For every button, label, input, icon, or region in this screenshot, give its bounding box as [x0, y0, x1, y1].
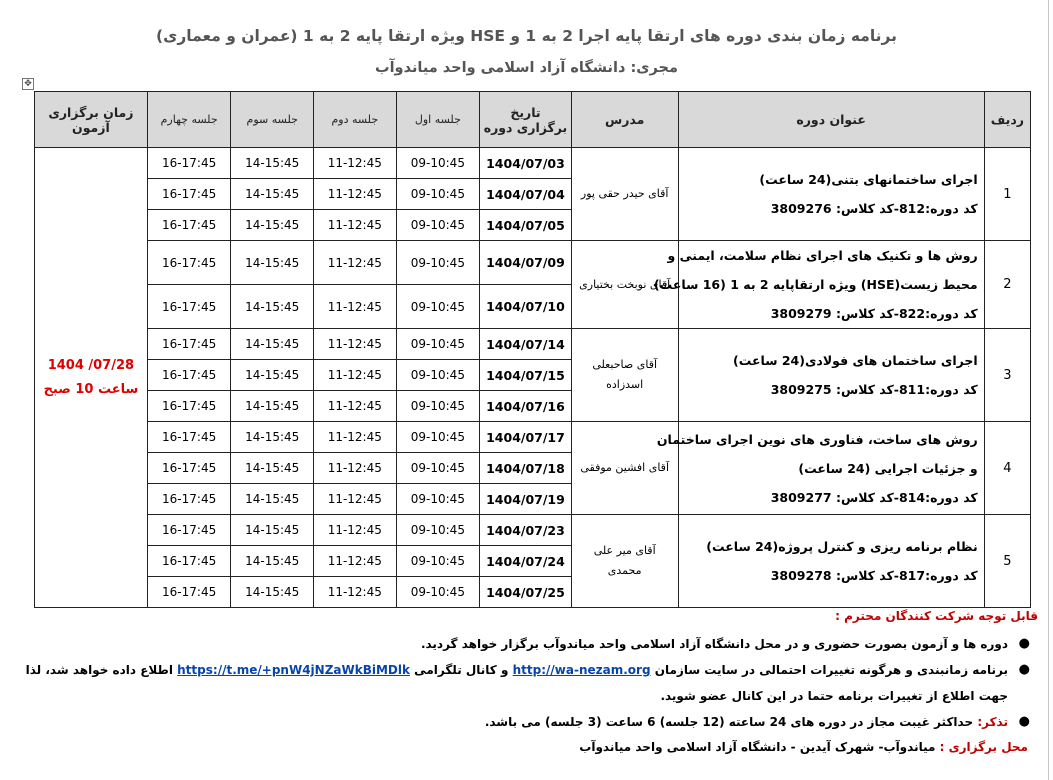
schedule-table	[34, 91, 1031, 608]
course-title	[656, 422, 984, 515]
notes-heading: قابل توجه شرکت کنندگان محترم :	[835, 609, 1038, 623]
page-edge	[1048, 0, 1049, 780]
session-time-s4: 16-17:45	[147, 285, 231, 329]
session-time-s3: 14-15:45	[231, 546, 314, 577]
course-title-line: کد دوره:811-کد کلاس: 3809275	[770, 382, 978, 397]
session-time-s2: 11-12:45	[314, 484, 397, 515]
session-time-s2: 11-12:45	[314, 453, 397, 484]
session-time-s1: 09-10:45	[396, 515, 480, 546]
teacher-name-line: محمدی	[607, 564, 642, 577]
course-title	[678, 329, 984, 422]
exam-cell	[35, 148, 148, 608]
session-time-s4: 16-17:45	[147, 210, 231, 241]
session-date: 1404/07/15	[480, 360, 572, 391]
teacher-name	[571, 329, 678, 422]
session-time-s4: 16-17:45	[147, 391, 231, 422]
course-title-line: اجرای ساختمان های فولادی(24 ساعت)	[733, 353, 978, 368]
session-time-s3: 14-15:45	[231, 391, 314, 422]
session-time-s4: 16-17:45	[147, 577, 231, 608]
session-time-s4: 16-17:45	[147, 453, 231, 484]
row-number: 4	[984, 422, 1030, 515]
table-row	[35, 329, 1031, 360]
session-time-s2: 11-12:45	[314, 148, 397, 179]
teacher-name-line: آقای حیدر حقی پور	[580, 187, 669, 200]
session-time-s3: 14-15:45	[231, 241, 314, 285]
notes-list	[20, 631, 1038, 735]
session-date: 1404/07/14	[480, 329, 572, 360]
table-row	[35, 148, 1031, 179]
header-session-1: جلسه اول	[396, 92, 480, 148]
table-header-row	[35, 92, 1031, 148]
note-text: حداکثر غیبت مجاز در دوره های 24 ساعته (12 جلسه) 6 ساعت (3 جلسه) می باشد.	[484, 715, 974, 729]
session-time-s1: 09-10:45	[396, 148, 480, 179]
session-time-s1: 09-10:45	[396, 391, 480, 422]
session-time-s4: 16-17:45	[147, 360, 231, 391]
session-time-s4: 16-17:45	[147, 241, 231, 285]
session-date: 1404/07/25	[480, 577, 572, 608]
row-number: 3	[984, 329, 1030, 422]
header-date: تاریخ برگزاری دوره	[480, 92, 572, 148]
session-time-s3: 14-15:45	[231, 484, 314, 515]
note-item	[20, 631, 1030, 657]
table-row	[35, 422, 1031, 453]
session-time-s2: 11-12:45	[314, 241, 397, 285]
teacher-name	[571, 515, 678, 608]
session-time-s2: 11-12:45	[314, 285, 397, 329]
session-date: 1404/07/16	[480, 391, 572, 422]
course-title	[678, 515, 984, 608]
venue-label: محل برگزاری :	[939, 740, 1028, 754]
session-time-s4: 16-17:45	[147, 329, 231, 360]
session-time-s2: 11-12:45	[314, 546, 397, 577]
bullet-icon: ●	[1018, 662, 1030, 677]
course-title-line: محیط زیست(HSE) ویژه ارتقاپایه 2 به 1 (16 ساعت)	[653, 277, 978, 292]
header-session-3: جلسه سوم	[231, 92, 314, 148]
session-time-s1: 09-10:45	[396, 210, 480, 241]
session-date: 1404/07/17	[480, 422, 572, 453]
session-time-s1: 09-10:45	[396, 360, 480, 391]
note-text: برنامه زمانبندی و هرگونه تغییرات احتمالی در سایت سازمان	[654, 663, 1008, 677]
session-date: 1404/07/23	[480, 515, 572, 546]
exam-date: 1404 /07/28	[47, 357, 135, 373]
session-time-s3: 14-15:45	[231, 422, 314, 453]
session-date: 1404/07/24	[480, 546, 572, 577]
note-item	[20, 657, 1030, 709]
bullet-icon: ●	[1018, 636, 1030, 651]
session-time-s3: 14-15:45	[231, 453, 314, 484]
session-time-s3: 14-15:45	[231, 179, 314, 210]
venue-text: میاندوآب- شهرک آیدین - دانشگاه آزاد اسلامی واحد میاندوآب	[579, 740, 936, 754]
session-time-s1: 09-10:45	[396, 329, 480, 360]
course-title-line: روش ها و تکنیک های اجرای نظام سلامت، ایمنی و	[667, 248, 978, 263]
session-time-s3: 14-15:45	[231, 329, 314, 360]
session-time-s3: 14-15:45	[231, 515, 314, 546]
course-title-line: کد دوره:812-کد کلاس: 3809276	[770, 201, 978, 216]
note-text: جهت اطلاع از تغییرات برنامه حتما در این کانال عضو شوید.	[660, 689, 1008, 703]
note-item	[20, 709, 1030, 735]
row-number: 2	[984, 241, 1030, 329]
session-time-s1: 09-10:45	[396, 577, 480, 608]
session-time-s1: 09-10:45	[396, 179, 480, 210]
teacher-name-line: آقای افشین موفقی	[580, 461, 669, 474]
table-move-handle-icon[interactable]: ✥	[22, 78, 34, 90]
course-title	[678, 148, 984, 241]
header-course-title: عنوان دوره	[678, 92, 984, 148]
session-time-s3: 14-15:45	[231, 148, 314, 179]
session-time-s4: 16-17:45	[147, 179, 231, 210]
session-time-s2: 11-12:45	[314, 515, 397, 546]
organizer-line: مجری: دانشگاه آزاد اسلامی واحد میاندوآب	[375, 60, 678, 76]
bullet-icon: ●	[1018, 714, 1030, 729]
session-time-s4: 16-17:45	[147, 515, 231, 546]
teacher-name-line: آقای نوبخت بختیاری	[579, 277, 671, 291]
session-time-s3: 14-15:45	[231, 360, 314, 391]
session-time-s4: 16-17:45	[147, 148, 231, 179]
course-title-line: و جزئیات اجرایی (24 ساعت)	[798, 460, 978, 476]
session-time-s2: 11-12:45	[314, 360, 397, 391]
session-date: 1404/07/03	[480, 148, 572, 179]
session-time-s1: 09-10:45	[396, 453, 480, 484]
session-date: 1404/07/09	[480, 241, 572, 285]
teacher-name-line: آقای صاحبعلی	[592, 358, 658, 371]
course-title-line: روش های ساخت، فناوری های نوین اجرای ساختمان	[656, 431, 978, 447]
notes-section	[20, 609, 1038, 760]
session-time-s1: 09-10:45	[396, 484, 480, 515]
session-time-s4: 16-17:45	[147, 546, 231, 577]
session-time-s4: 16-17:45	[147, 484, 231, 515]
teacher-name	[571, 241, 678, 329]
course-title	[653, 241, 984, 329]
teacher-name-line: اسدزاده	[606, 378, 644, 391]
website-link[interactable]: http://wa-nezam.org	[512, 663, 651, 677]
course-title-line: کد دوره:822-کد کلاس: 3809279	[770, 306, 978, 321]
session-time-s3: 14-15:45	[231, 577, 314, 608]
course-title-line: اجرای ساختمانهای بتنی(24 ساعت)	[759, 172, 978, 187]
session-time-s3: 14-15:45	[231, 285, 314, 329]
session-time-s2: 11-12:45	[314, 329, 397, 360]
exam-time: ساعت 10 صبح	[43, 381, 139, 397]
page-title: برنامه زمان بندی دوره های ارتقا پایه اجرا 2 به 1 و HSE ویژه ارتقا پایه 2 به 1 (عمران و معماری)	[156, 27, 897, 45]
note-text: اطلاع داده خواهد شد، لذا	[25, 663, 173, 677]
course-title-line: نظام برنامه ریزی و کنترل پروژه(24 ساعت)	[706, 539, 978, 554]
venue-line	[20, 734, 1038, 760]
session-time-s2: 11-12:45	[314, 577, 397, 608]
header-session-4: جلسه چهارم	[147, 92, 231, 148]
note-text: و کانال تلگرامی	[414, 663, 509, 677]
header-teacher: مدرس	[571, 92, 678, 148]
row-number: 1	[984, 148, 1030, 241]
session-date: 1404/07/05	[480, 210, 572, 241]
session-date: 1404/07/04	[480, 179, 572, 210]
header-row-number: ردیف	[984, 92, 1030, 148]
teacher-name-line: آقای میر علی	[593, 544, 656, 557]
header-session-2: جلسه دوم	[314, 92, 397, 148]
session-time-s2: 11-12:45	[314, 179, 397, 210]
note-label: تذکر:	[977, 715, 1008, 729]
session-time-s1: 09-10:45	[396, 285, 480, 329]
session-time-s1: 09-10:45	[396, 241, 480, 285]
session-time-s2: 11-12:45	[314, 391, 397, 422]
session-time-s3: 14-15:45	[231, 210, 314, 241]
session-time-s2: 11-12:45	[314, 422, 397, 453]
note-text: دوره ها و آزمون بصورت حضوری و در محل دانشگاه آزاد اسلامی واحد میاندوآب برگزار خواهد گردید.	[420, 637, 1008, 651]
session-date: 1404/07/10	[480, 285, 572, 329]
session-time-s2: 11-12:45	[314, 210, 397, 241]
session-time-s1: 09-10:45	[396, 546, 480, 577]
header-exam-time: زمان برگزاری آزمون	[35, 92, 148, 148]
table-row	[35, 515, 1031, 546]
teacher-name	[571, 148, 678, 241]
course-title-line: کد دوره:814-کد کلاس: 3809277	[770, 489, 978, 505]
session-time-s4: 16-17:45	[147, 422, 231, 453]
course-title-line: کد دوره:817-کد کلاس: 3809278	[770, 568, 978, 583]
session-time-s1: 09-10:45	[396, 422, 480, 453]
table-row	[35, 241, 1031, 285]
session-date: 1404/07/18	[480, 453, 572, 484]
row-number: 5	[984, 515, 1030, 608]
session-date: 1404/07/19	[480, 484, 572, 515]
telegram-link[interactable]: https://t.me/+pnW4jNZaWkBiMDlk	[177, 663, 410, 677]
